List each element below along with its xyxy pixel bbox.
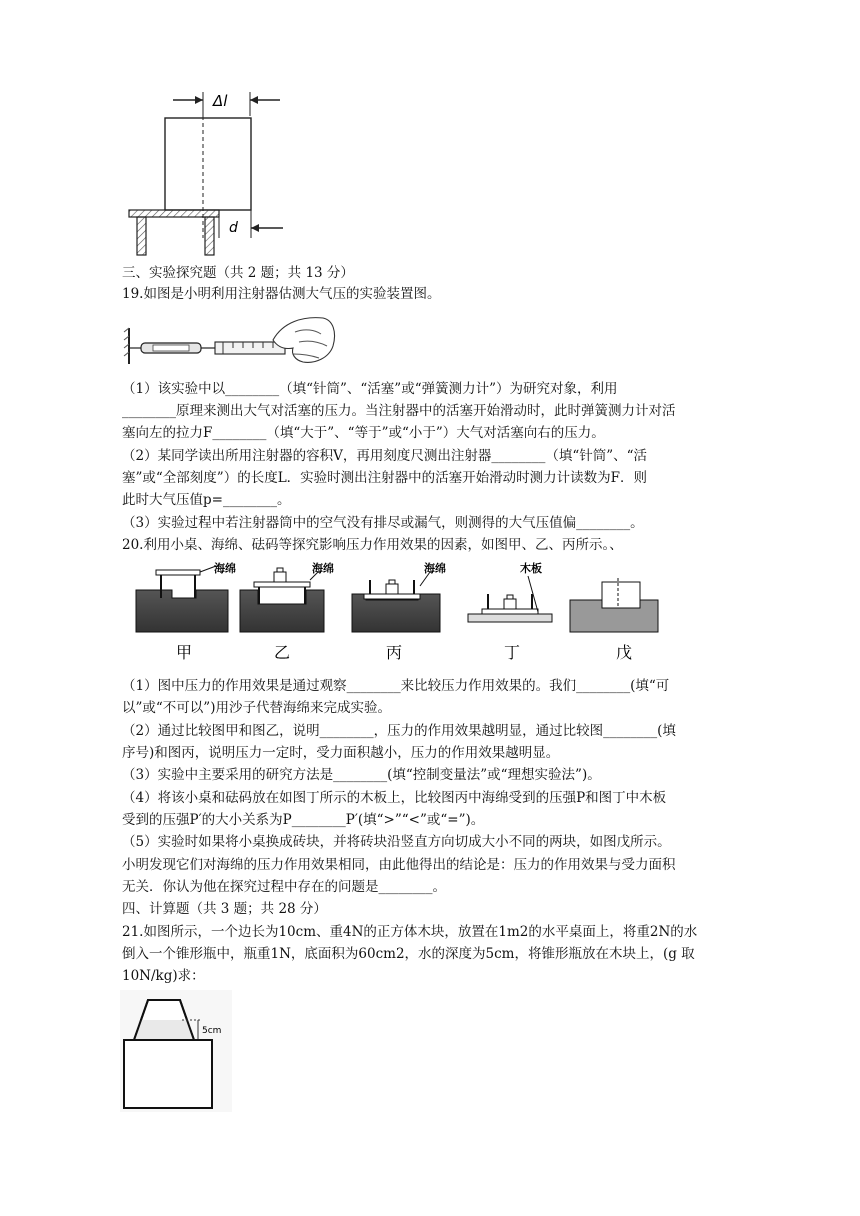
caption-bing: 丙 [386, 643, 403, 662]
q19-part1-line3: 塞向左的拉力F________（填“大于”、“等于”或“小于”）大气对活塞向右的压力。 [122, 425, 605, 441]
sponge-tag-3: 海绵 [424, 562, 446, 575]
q19-part2-line3: 此时大气压值p=________。 [122, 492, 291, 508]
q19-part2-line2: 塞”或“全部刻度”）的长度L．实验时测出注射器中的活塞开始滑动时测力计读数为F．则 [122, 470, 648, 486]
q20-part1-line1: （1）图中压力的作用效果是通过观察________来比较压力作用效果的。我们________(填“可 [122, 678, 670, 694]
question-19-stem: 19.如图是小明利用注射器估测大气压的实验装置图。 [122, 286, 441, 302]
flask-on-block-figure [120, 990, 232, 1112]
q20-part5-line1: （5）实验时如果将小桌换成砖块，并将砖块沿竖直方向切成大小不同的两块，如图戊所示。 [122, 834, 671, 850]
question-20-stem: 20.利用小桌、海绵、砝码等探究影响压力作用效果的因素，如图甲、乙、丙所示。、 [122, 537, 623, 553]
q20-part2-line2: 序号)和图丙，说明压力一定时，受力面积越小，压力的作用效果越明显。 [122, 745, 560, 761]
q21-stem-line3: 10N/kg)求： [122, 968, 205, 984]
q19-part2-line1: （2）某同学读出所用注射器的容积V，再用刻度尺测出注射器________（填“针筒”、“活 [122, 448, 648, 464]
q20-part5-line3: 无关．你认为他在探究过程中存在的问题是________。 [122, 879, 446, 895]
q20-part5-line2: 小明发现它们对海绵的压力作用效果相同，由此他得出的结论是：压力的作用效果与受力面积 [122, 857, 676, 873]
q20-part2-line1: （2）通过比较图甲和图乙，说明________，压力的作用效果越明显，通过比较图________(填 [122, 723, 676, 739]
section-3-heading: 三、实验探究题（共 2 题；共 13 分） [122, 265, 354, 281]
pressure-experiment-figure [128, 560, 688, 668]
q19-part3: （3）实验过程中若注射器筒中的空气没有排尽或漏气，则测得的大气压值偏________。 [122, 515, 644, 531]
caption-ding: 丁 [504, 643, 521, 662]
syringe-spring-scale-figure [123, 312, 338, 368]
q21-stem-line1: 21.如图所示，一个边长为10cm、重4N的正方体木块，放置在1m2的水平桌面上，将重2N的水 [122, 924, 698, 940]
q20-part1-line2: 以”或“不可以”)用沙子代替海绵来完成实验。 [122, 700, 391, 716]
q21-stem-line2: 倒入一个锥形瓶中，瓶重1N，底面积为60cm2，水的深度为5cm，将锥形瓶放在木块上，(g 取 [122, 946, 695, 962]
d-label: d [229, 220, 238, 236]
block-on-table-figure [125, 88, 295, 260]
sponge-tag-1: 海绵 [214, 562, 236, 575]
q19-part1-line1: （1）该实验中以________（填“针筒”、“活塞”或“弹簧测力计”）为研究对象，利用 [122, 381, 618, 397]
section-4-heading: 四、计算题（共 3 题；共 28 分） [122, 901, 327, 917]
q20-part4-line2: 受到的压强P′的大小关系为P________P′(填“>”“<”或“=”)。 [122, 812, 485, 828]
depth-label: 5cm [202, 1026, 222, 1036]
q20-part3: （3）实验中主要采用的研究方法是________(填“控制变量法”或“理想实验法”)。 [122, 767, 601, 783]
q19-part1-line2: ________原理来测出大气对活塞的压力。当注射器中的活塞开始滑动时，此时弹簧测力计对活 [122, 403, 676, 419]
caption-jia: 甲 [176, 643, 193, 662]
delta-l-label: Δl [213, 92, 228, 110]
sponge-tag-2: 海绵 [312, 562, 334, 575]
caption-yi: 乙 [274, 643, 291, 662]
q20-part4-line1: （4）将该小桌和砝码放在如图丁所示的木板上，比较图丙中海绵受到的压强P和图丁中木板 [122, 790, 667, 806]
caption-wu: 戊 [616, 643, 633, 662]
board-tag: 木板 [520, 562, 542, 575]
